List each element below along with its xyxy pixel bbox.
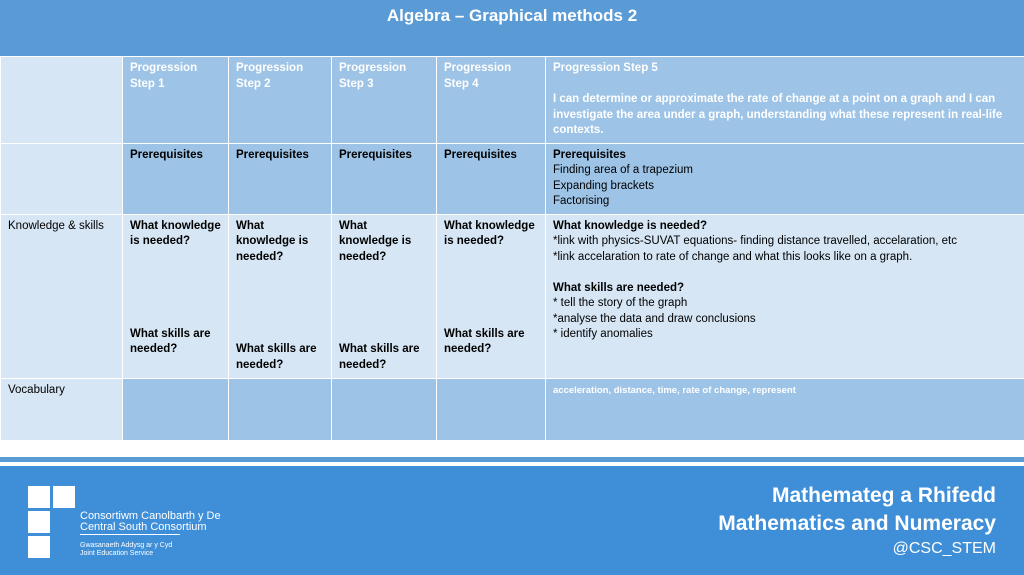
brand-welsh: Mathemateg a Rhifedd: [771, 484, 996, 507]
header-step-1: Progression Step 1: [123, 57, 229, 144]
vocab-step-2: [229, 378, 332, 440]
table-row-knowledge-skills: [1, 214, 1024, 378]
prereq-step-1: Prerequisites: [123, 143, 229, 214]
footer-banner: [0, 466, 1024, 575]
knowledge-item: *link accelaration to rate of change and what this looks like on a graph.: [553, 250, 913, 263]
vocab-list: acceleration, distance, time, rate of change, represent: [553, 384, 796, 396]
page-title: Algebra – Graphical methods 2: [0, 0, 1024, 56]
table-row-vocabulary: [1, 378, 1024, 440]
skills-question: What skills are needed?: [444, 327, 525, 355]
progression-table: [0, 56, 1024, 441]
knowledge-item: *link with physics-SUVAT equations- finding distance travelled, accelaration, etc: [553, 235, 957, 247]
knowledge-step-4: [437, 214, 546, 378]
empty-label-cell: [1, 143, 123, 214]
skill-item: * identify anomalies: [553, 328, 653, 340]
knowledge-step-5: [546, 214, 1024, 378]
knowledge-step-2: [229, 214, 332, 378]
logo-subtext-welsh: Gwasanaeth Addysg ar y Cyd: [80, 542, 173, 549]
knowledge-step-1: [123, 214, 229, 378]
prereq-step-5-heading: Prerequisites: [553, 148, 626, 161]
logo-text-welsh: Consortiwm Canolbarth y De: [80, 510, 221, 522]
vocab-step-5: [546, 378, 1024, 440]
skills-question: What skills are needed?: [236, 343, 317, 371]
logo-subtext-english: Joint Education Service: [80, 550, 154, 557]
knowledge-question: What knowledge is needed?: [444, 219, 535, 247]
prereq-step-2: Prerequisites: [229, 143, 332, 214]
footer-stripe: [0, 457, 1024, 462]
header-step-5: Progression Step 5: [553, 62, 658, 74]
prereq-step-5: [546, 143, 1024, 214]
step-5-skills-question: What skills are needed?: [553, 281, 685, 294]
skills-question: What skills are needed?: [339, 343, 420, 371]
prereq-step-3: Prerequisites: [332, 143, 437, 214]
logo-text-english: Central South Consortium: [80, 521, 207, 533]
header-step-3: Progression Step 3: [332, 57, 437, 144]
table-row-header: [1, 57, 1024, 144]
knowledge-question: What knowledge is needed?: [236, 219, 309, 263]
vocab-step-3: [332, 378, 437, 440]
row-label-knowledge-skills: Knowledge & skills: [1, 214, 123, 378]
skill-item: *analyse the data and draw conclusions: [553, 312, 756, 325]
knowledge-question: What knowledge is needed?: [130, 219, 221, 247]
brand-english: Mathematics and Numeracy: [718, 512, 996, 535]
social-handle: @CSC_STEM: [892, 540, 996, 557]
logo-divider: [80, 534, 180, 535]
skills-question: What skills are needed?: [130, 327, 211, 355]
empty-corner-cell: [1, 57, 123, 144]
prereq-item: Finding area of a trapezium: [553, 164, 693, 176]
row-label-vocabulary: Vocabulary: [1, 378, 123, 440]
header-step-4: Progression Step 4: [437, 57, 546, 144]
vocab-step-4: [437, 378, 546, 440]
header-step-2: Progression Step 2: [229, 57, 332, 144]
step-5-statement: I can determine or approximate the rate of change at a point on a graph and I can investigate the area under a graph, understanding what these represent in real-life contexts.: [553, 93, 1003, 136]
prereq-item: Expanding brackets: [553, 179, 655, 192]
consortium-logo-icon: [28, 486, 76, 558]
vocab-step-1: [123, 378, 229, 440]
knowledge-step-3: [332, 214, 437, 378]
knowledge-question: What knowledge is needed?: [339, 219, 412, 263]
step-5-knowledge-question: What knowledge is needed?: [553, 219, 707, 232]
prereq-step-4: Prerequisites: [437, 143, 546, 214]
prereq-item: Factorising: [553, 195, 610, 207]
skill-item: * tell the story of the graph: [553, 297, 688, 309]
header-step-5-cell: [546, 57, 1024, 144]
table-row-prerequisites: [1, 143, 1024, 214]
